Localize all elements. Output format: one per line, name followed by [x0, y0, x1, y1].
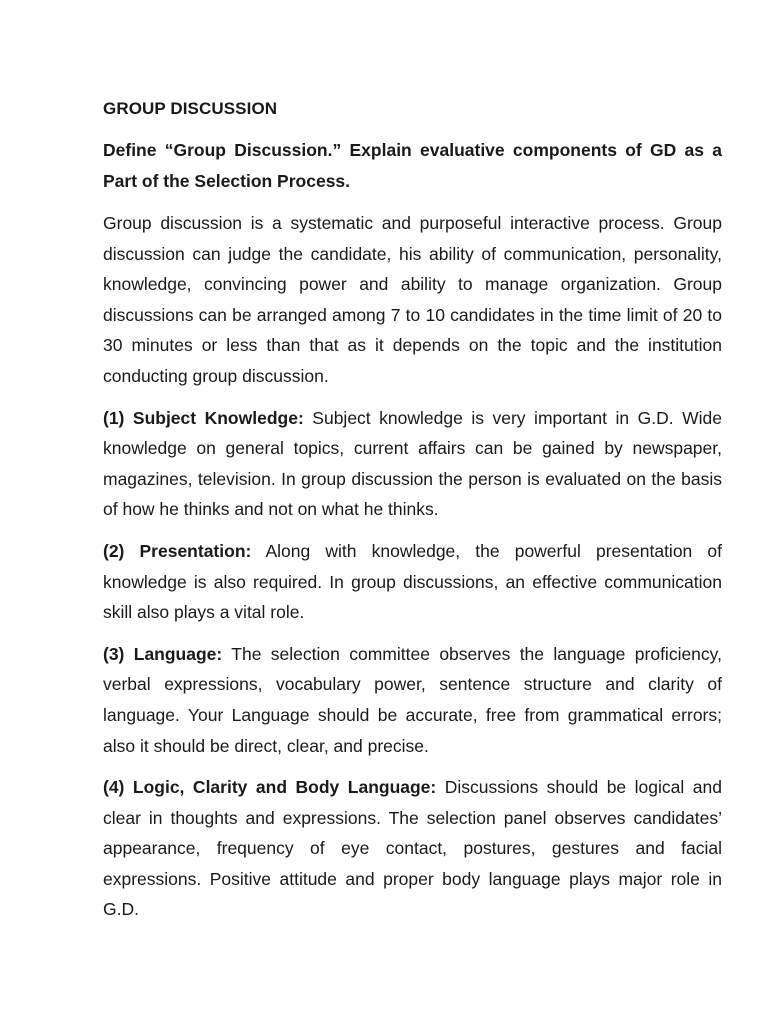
intro-paragraph: Group discussion is a systematic and purposeful interactive process. Group discussion can judge the candidate, his ability of communication, personality, knowledge, convincing power and ability to manage organization. Group discussions can be arranged among 7 to 10 candidates in the time limit of 20 to 30 minutes or less than that as it depends on the topic and the institution conducting group discussion. — [103, 213, 722, 386]
component-heading: (2) Presentation: — [103, 540, 252, 561]
question-heading: Define “Group Discussion.” Explain evaluative components of GD as a Part of the Selection Process. — [103, 140, 722, 191]
component-heading: (4) Logic, Clarity and Body Language: — [103, 777, 437, 798]
component-text: The selection committee observes the language proficiency, verbal expressions, vocabulary power, sentence structure and clarity of language. Your Language should be accurate, free from grammatical errors; also it should be direct, clear, and precise. — [103, 643, 722, 756]
component-text: Along with knowledge, the powerful presentation of knowledge is also required. In group discussions, an effective communication skill also plays a vital role. — [103, 540, 723, 623]
component-logic-clarity-body-language — [103, 772, 722, 925]
component-heading: (1) Subject Knowledge: — [103, 407, 304, 428]
component-heading: (3) Language: — [103, 643, 223, 664]
document-page — [103, 98, 722, 936]
component-subject-knowledge — [103, 403, 722, 525]
component-presentation — [103, 536, 722, 628]
document-title: GROUP DISCUSSION — [103, 99, 278, 118]
component-language — [103, 639, 722, 761]
component-text: Discussions should be logical and clear in thoughts and expressions. The selection panel observes candidates’ appearance, frequency of eye contact, postures, gestures and facial expressions. Positive attitude and proper body language plays major role in G.D. — [103, 777, 722, 920]
component-text: Subject knowledge is very important in G.D. Wide knowledge on general topics, current affairs can be gained by newspaper, magazines, television. In group discussion the person is evaluated on the basis of how he thinks and not on what he thinks. — [103, 407, 722, 520]
